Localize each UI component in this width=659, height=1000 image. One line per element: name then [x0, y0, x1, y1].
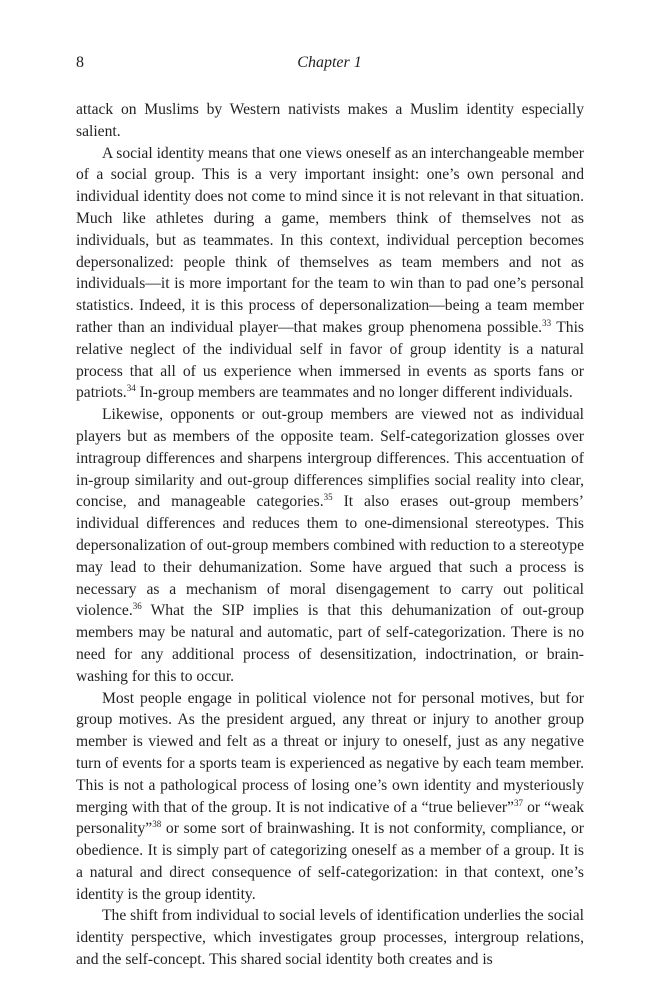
text-run: The shift from individual to social levels of identification underlies the social identity perspective, which investigates group processes, intergroup relations, and the self-concept. This shared social identity both creates and is	[76, 907, 584, 969]
text-run: or some sort of brainwashing. It is not conformity, compliance, or obedience. It is simply part of categorizing oneself as a member of a group. It is a natural and direct consequence of self-categorization: in that context, one’s identity is the group identity.	[76, 820, 584, 903]
text-run: or “weak personality”	[76, 798, 584, 838]
text-run: This relative neglect of the individual self in favor of group identity is a natural process that all of us experience when immersed in events as sports fans or patriots.	[76, 318, 584, 402]
text-run: Likewise, opponents or out-group members are viewed not as individual players but as members of the opposite team. Self-categorization glosses over intragroup differences and sharpens intergroup differences. This accentuation of in-group similarity and out-group differences simplifies social reality into clear, concise, and manageable categories.	[76, 406, 584, 511]
text-run: In-group members are teammates and no longer different individuals.	[135, 384, 573, 402]
text-run: attack on Muslims by Western nativists makes a Muslim identity especially salient.	[76, 101, 584, 140]
body-text	[76, 99, 584, 971]
page-number: 8	[76, 54, 84, 71]
footnote-ref: 35	[323, 492, 333, 503]
paragraph	[76, 905, 584, 970]
text-run: A social identity means that one views oneself as an interchangeable member of a social group. This is a very important insight: one’s own personal and individual identity does not come to mind since it is not relevant in that situation. Much like athletes during a game, members think of themselves not as individuals, but as teammates. In this context, individual perception becomes depersonalized: people think of themselves as team members and not as individuals—it is more important for the team to win than to pad one’s personal statistics. Indeed, it is this process of depersonalization—being a team member rather than an individual player—that makes group phenomena possible.	[76, 144, 584, 336]
running-head: Chapter 1	[297, 54, 362, 71]
footnote-ref: 37	[513, 797, 523, 808]
text-run: What the SIP implies is that this dehumanization of out-group members may be natural and automatic, part of self-categorization. There is no need for any additional process of desensitization, indoctrination, or brainwashing for this to occur.	[76, 602, 584, 685]
footnote-ref: 36	[132, 601, 142, 612]
footnote-ref: 34	[126, 383, 136, 394]
footnote-ref: 33	[542, 317, 552, 328]
paragraph	[76, 99, 584, 143]
paragraph	[76, 143, 584, 405]
page-header	[76, 54, 583, 76]
paragraph	[76, 404, 584, 687]
text-run: Most people engage in political violence not for personal motives, but for group motives. As the president argued, any threat or injury to another group member is viewed and felt as a threat or injury to oneself, just as any negative turn of events for a sports team is experienced as negative by each team member. This is not a pathological process of losing one’s own identity and mysteriously merging with that of the group. It is not indicative of a “true believer”	[76, 689, 584, 816]
paragraph	[76, 688, 584, 906]
footnote-ref: 38	[152, 819, 162, 830]
text-run: It also erases out-group members’ individual differences and reduces them to one-dimensional stereotypes. This depersonalization of out-group members combined with reduction to a stereotype may lead to their dehumanization. Some have argued that such a process is necessary as a mechanism of moral disengagement to carry out political violence.	[76, 493, 584, 620]
